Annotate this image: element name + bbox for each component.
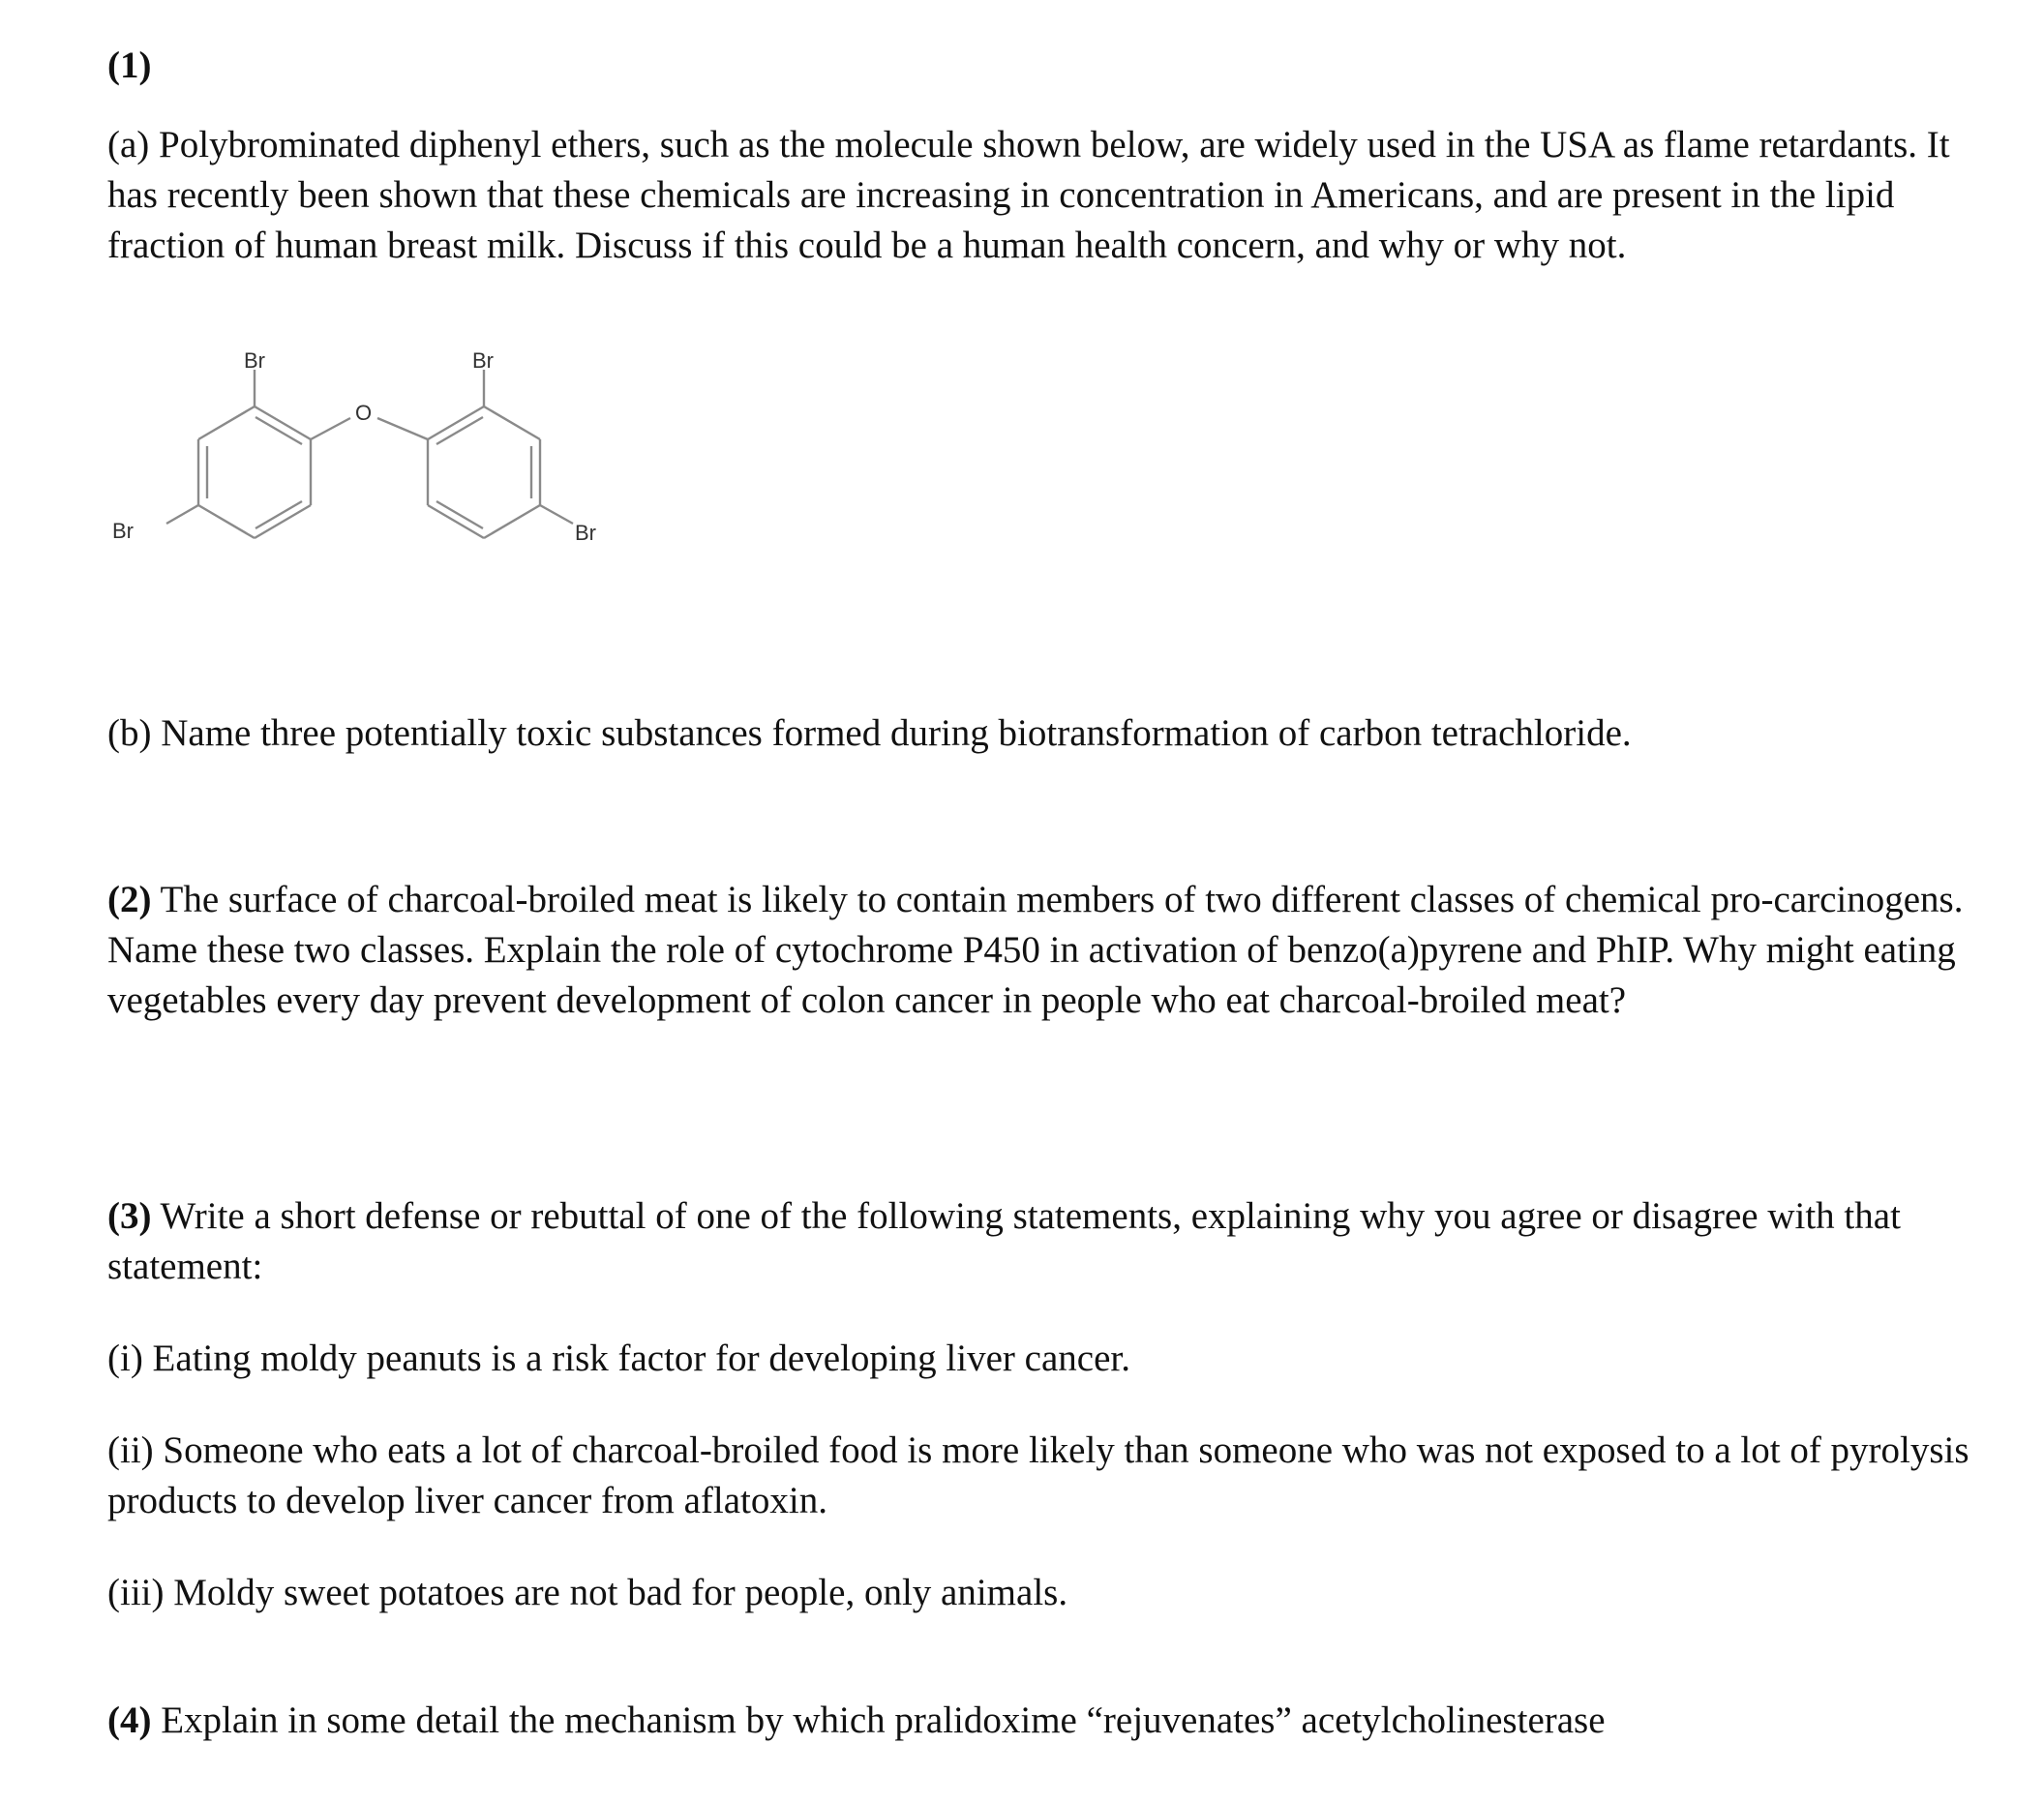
question-1a-text: (a) Polybrominated diphenyl ethers, such as the molecule shown below, are widely used in the USA as flame retardants. It has recently been shown that these chemicals are increasing in concentration in Americans, and are present in the lipid fraction of human breast milk. Discuss if this could be a human health concern, and why or why not.	[107, 124, 1950, 266]
question-3-text: Write a short defense or rebuttal of one of the following statements, explaining why you agree or disagree with that statement:	[107, 1195, 1901, 1287]
atom-br-bottom-left: Br	[112, 519, 134, 543]
atom-br-bottom-right: Br	[575, 521, 596, 545]
question-3-item-iii: (iii) Moldy sweet potatoes are not bad for people, only animals.	[107, 1572, 1068, 1613]
question-2-text: The surface of charcoal-broiled meat is likely to contain members of two different classes of chemical pro-carcinogens. Name these two classes. Explain the role of cytochrome P450 in activation of benzo(a)pyrene and PhIP. Why might eating vegetables every day prevent development of colon cancer in people who eat charcoal-broiled meat?	[107, 879, 1964, 1021]
question-1-heading: (1)	[107, 45, 152, 86]
question-3-item-i: (i) Eating moldy peanuts is a risk factor for developing liver cancer.	[107, 1338, 1130, 1379]
question-3-item-ii: (ii) Someone who eats a lot of charcoal-broiled food is more likely than someone who was not exposed to a lot of pyrolysis products to develop liver cancer from aflatoxin.	[107, 1429, 1969, 1521]
bond-ether-right	[377, 418, 428, 439]
question-3	[107, 1191, 2004, 1292]
question-2-number: (2)	[107, 879, 152, 920]
question-4-text: Explain in some detail the mechanism by which pralidoxime “rejuvenates” acetylcholinesterase	[151, 1699, 1606, 1741]
question-1b-text: (b) Name three potentially toxic substances formed during biotransformation of carbon tetrachloride.	[107, 712, 1632, 754]
atom-oxygen: O	[355, 401, 373, 425]
right-benzene-ring	[428, 406, 540, 538]
left-benzene-ring	[198, 406, 311, 538]
bond-ether-left	[311, 418, 350, 439]
question-3-number: (3)	[107, 1195, 152, 1237]
pbde-molecule-structure	[97, 348, 639, 600]
question-2	[107, 875, 2004, 1026]
bond-br-bottom-right	[540, 505, 573, 524]
question-4	[107, 1696, 2004, 1746]
question-4-number: (4)	[107, 1699, 152, 1741]
atom-br-top-left: Br	[244, 348, 265, 373]
bond-br-bottom-left	[166, 505, 198, 524]
atom-br-top-right: Br	[472, 348, 494, 373]
